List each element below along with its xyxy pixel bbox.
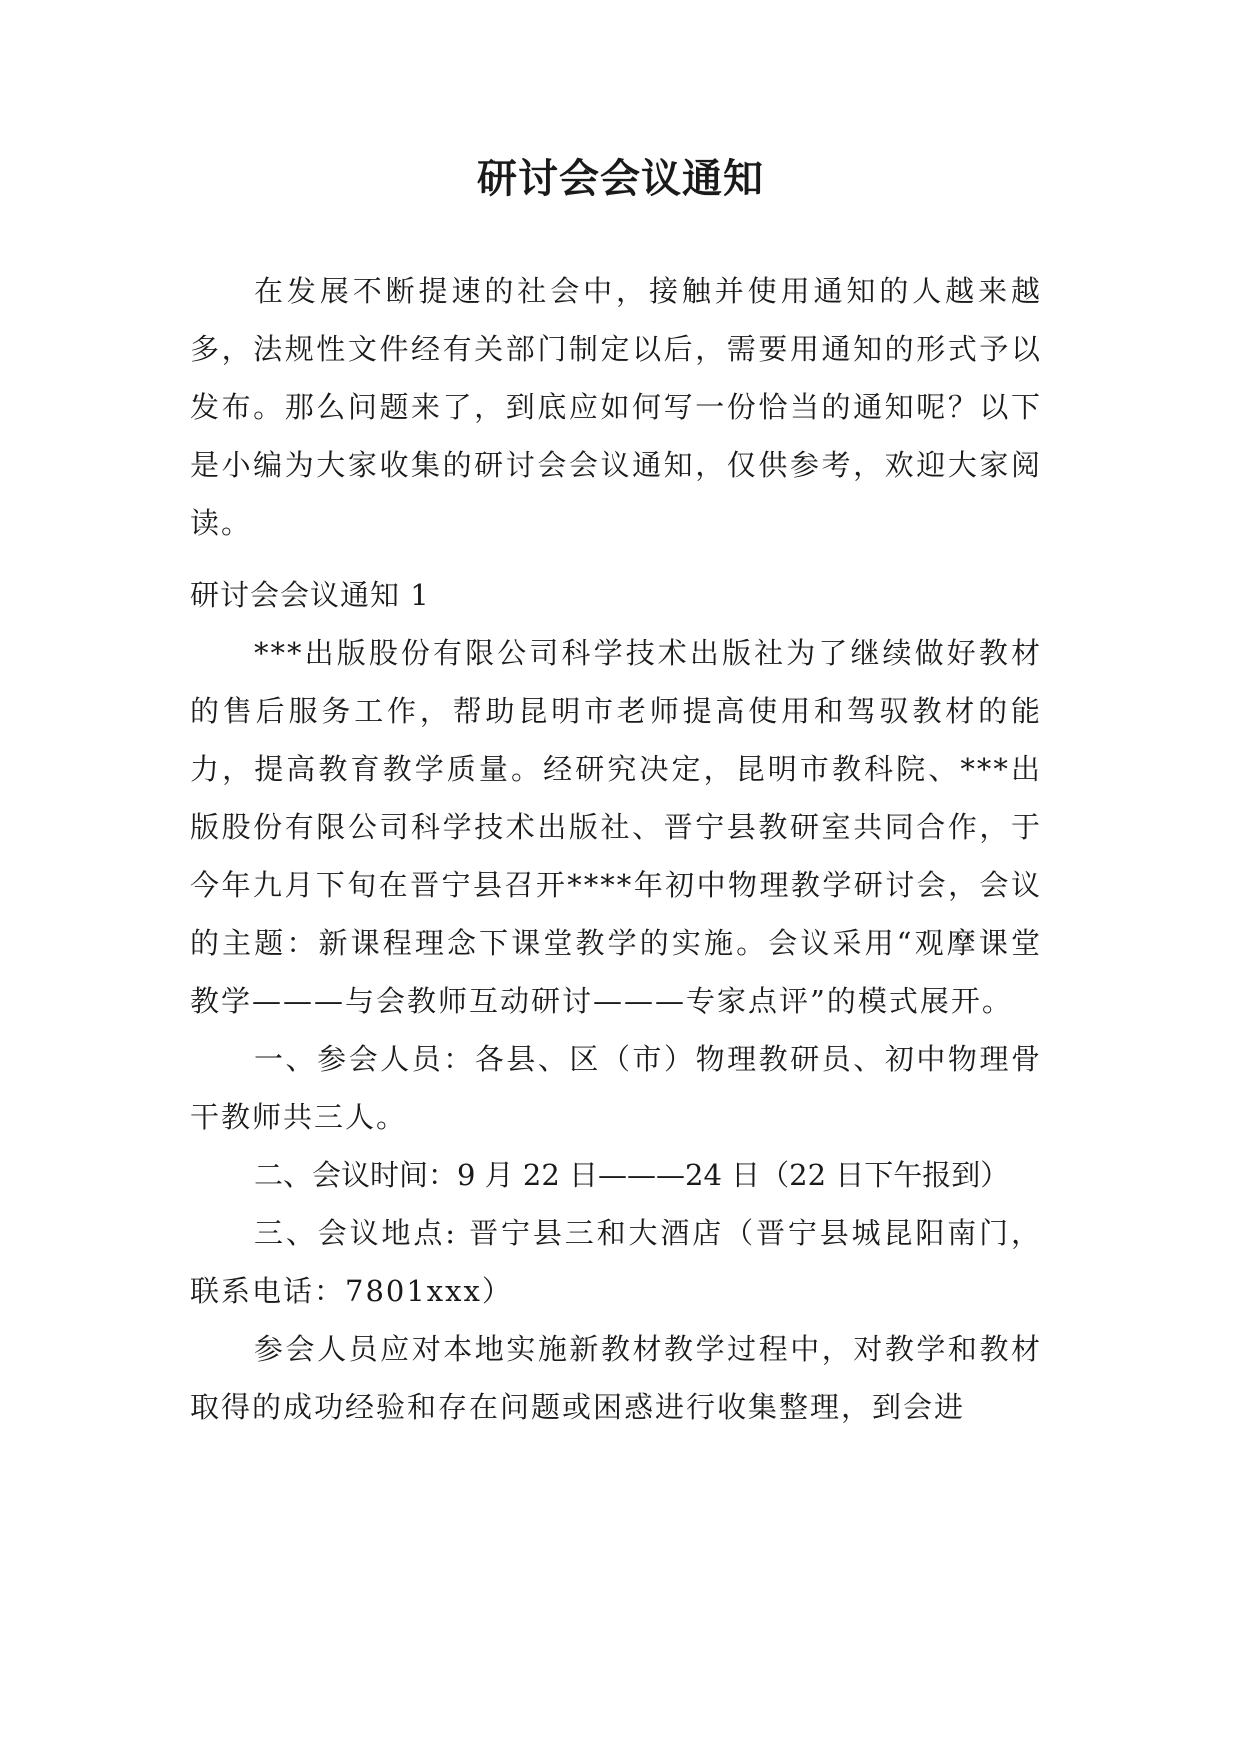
intro-paragraph: 在发展不断提速的社会中，接触并使用通知的人越来越多，法规性文件经有关部门制定以后，需要用通知的形式予以发布。那么问题来了，到底应如何写一份恰当的通知呢？以下是小编为大家收集的研讨会会议通知，仅供参考，欢迎大家阅读。 [190,274,1042,540]
body-paragraph-attendees: 一、参会人员：各县、区（市）物理教研员、初中物理骨干教师共三人。 [190,1042,1042,1134]
body-paragraph-requirements: 参会人员应对本地实施新教材教学过程中，对教学和教材取得的成功经验和存在问题或困惑进行收集整理，到会进 [190,1332,1042,1424]
body-paragraph-1: ***出版股份有限公司科学技术出版社为了继续做好教材的售后服务工作，帮助昆明市老师提高使用和驾驭教材的能力，提高教育教学质量。经研究决定，昆明市教科院、***出版股份有限公司科学技术出版社、晋宁县教研室共同合作，于今年九月下旬在晋宁县召开****年初中物理教学研讨会，会议的主题：新课程理念下课堂教学的实施。会议采用“观摩课堂教学———与会教师互动研讨———专家点评”的模式展开。 [190,636,1042,1018]
body-paragraph-time: 二、会议时间：9 月 22 日———24 日（22 日下午报到） [254,1158,1010,1192]
body-paragraph-location: 三、会议地点: 晋宁县三和大酒店（晋宁县城昆阳南门，联系电话：7801xxx） [190,1216,1042,1308]
section-heading: 研讨会会议通知 1 [190,578,430,612]
page-title: 研讨会会议通知 [477,156,764,202]
